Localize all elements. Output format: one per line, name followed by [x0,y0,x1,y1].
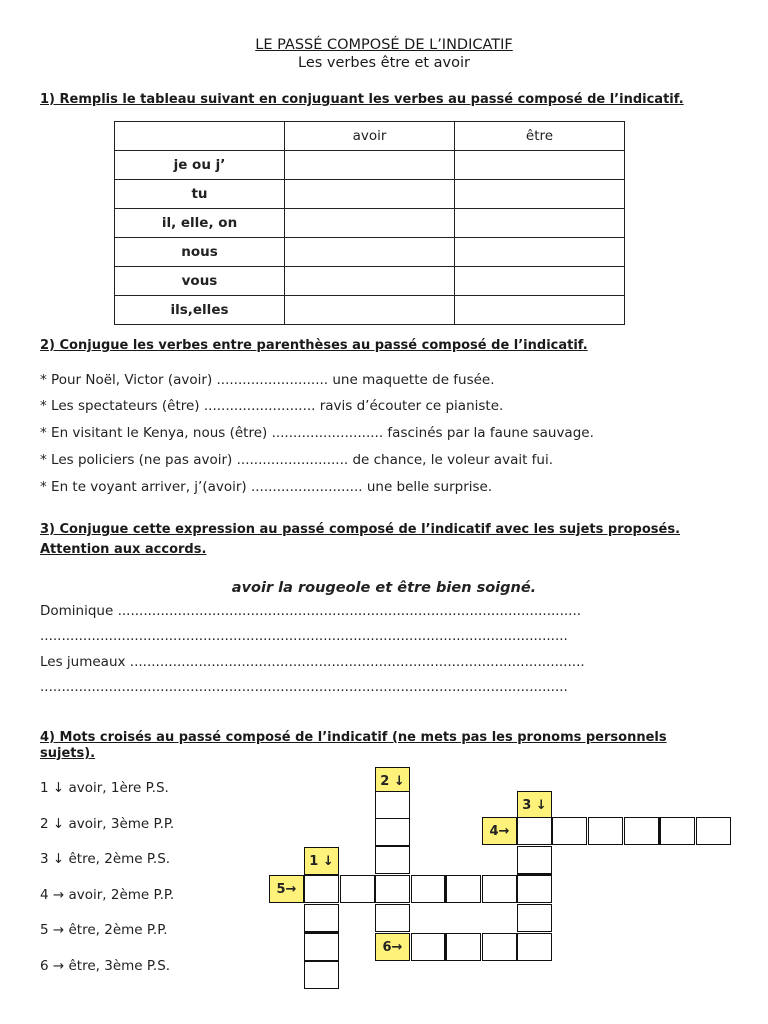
crossword-cell[interactable] [696,817,731,845]
answer-cell[interactable] [285,209,455,238]
table-row-pronoun: ils,elles [115,296,285,325]
table-row-pronoun: je ou j’ [115,151,285,180]
answer-cell[interactable] [455,267,625,296]
table-header-row [115,122,625,151]
grid-separator [444,875,447,903]
table-row [115,238,625,267]
crossword-cell[interactable] [446,875,481,903]
crossword-cell[interactable] [517,904,552,932]
crossword-cell[interactable] [375,904,410,932]
answer-cell[interactable] [285,180,455,209]
table-row-pronoun: il, elle, on [115,209,285,238]
answer-cell[interactable] [285,238,455,267]
table-row [115,296,625,325]
crossword-label-4: 4→ [482,817,517,845]
crossword-clue: 3 ↓ être, 2ème P.S. [40,851,171,867]
crossword-cell[interactable] [340,875,375,903]
conjugation-table [114,121,625,325]
answer-line[interactable]: ........................................................................................................................... [40,628,568,644]
question-1-heading: 1) Remplis le tableau suivant en conjuguant les verbes au passé composé de l’indicatif. [40,92,684,107]
answer-cell[interactable] [455,209,625,238]
crossword-label-5: 5→ [269,875,304,903]
table-row [115,151,625,180]
question-4-heading-cont: sujets). [40,746,96,761]
exercise-line[interactable]: * Les spectateurs (être) .......................... ravis d’écouter ce pianiste. [40,398,504,414]
crossword-cell[interactable] [624,817,659,845]
crossword-clue: 1 ↓ avoir, 1ère P.S. [40,780,169,796]
crossword-cell[interactable] [517,875,552,903]
expression: avoir la rougeole et être bien soigné. [231,580,537,596]
table-header-avoir: avoir [285,122,455,151]
crossword-cell[interactable] [446,933,481,961]
crossword-clue: 2 ↓ avoir, 3ème P.P. [40,816,175,832]
crossword-cell[interactable] [304,933,339,961]
crossword-clue: 4 → avoir, 2ème P.P. [40,887,175,903]
crossword-cell[interactable] [517,817,552,845]
answer-line[interactable]: Les jumeaux .......................................................................................................... [40,654,585,670]
question-2-heading: 2) Conjugue les verbes entre parenthèses au passé composé de l’indicatif. [40,338,588,353]
crossword-cell[interactable] [375,791,410,819]
crossword-cell[interactable] [517,933,552,961]
crossword-cell[interactable] [517,846,552,874]
exercise-line[interactable]: * Pour Noël, Victor (avoir) .......................... une maquette de fusée. [40,372,495,388]
crossword-cell[interactable] [375,846,410,874]
answer-cell[interactable] [455,296,625,325]
crossword-cell[interactable] [411,875,446,903]
answer-line[interactable]: Dominique ............................................................................................................ [40,603,582,619]
crossword-cell[interactable] [304,875,339,903]
answer-cell[interactable] [455,238,625,267]
crossword-cell[interactable] [552,817,587,845]
page-title: LE PASSÉ COMPOSÉ DE L’INDICATIF [255,37,513,53]
table-row-pronoun: nous [115,238,285,267]
table-header-cell [115,122,285,151]
crossword-cell[interactable] [660,817,695,845]
crossword-clue: 5 → être, 2ème P.P. [40,922,168,938]
answer-line[interactable]: ........................................................................................................................... [40,679,568,695]
answer-cell[interactable] [455,151,625,180]
answer-cell[interactable] [455,180,625,209]
question-3-heading-note: Attention aux accords. [40,542,207,557]
page-subtitle: Les verbes être et avoir [298,55,470,71]
crossword-cell[interactable] [588,817,623,845]
table-row [115,180,625,209]
exercise-line[interactable]: * En visitant le Kenya, nous (être) .......................... fascinés par la faune sauvage. [40,425,594,441]
crossword-clue: 6 → être, 3ème P.S. [40,958,171,974]
table-row [115,267,625,296]
exercise-line[interactable]: * En te voyant arriver, j’(avoir) .......................... une belle surprise. [40,479,493,495]
grid-separator [304,931,339,934]
crossword-cell[interactable] [375,818,410,846]
answer-cell[interactable] [285,267,455,296]
question-3-heading: 3) Conjugue cette expression au passé composé de l’indicatif avec les sujets proposés. [40,522,681,537]
crossword-label-6: 6→ [375,933,410,961]
table-row-pronoun: vous [115,267,285,296]
crossword-label-1: 1 ↓ [304,847,339,875]
crossword-cell[interactable] [482,875,517,903]
question-4-heading: 4) Mots croisés au passé composé de l’indicatif (ne mets pas les pronoms personnels [40,730,667,745]
table-row-pronoun: tu [115,180,285,209]
exercise-line[interactable]: * Les policiers (ne pas avoir) .......................... de chance, le voleur avait fui. [40,452,554,468]
answer-cell[interactable] [285,296,455,325]
grid-separator [444,933,447,961]
crossword-label-2: 2 ↓ [375,767,410,795]
answer-cell[interactable] [285,151,455,180]
crossword-label-3: 3 ↓ [517,791,552,819]
table-row [115,209,625,238]
grid-separator [517,873,552,876]
crossword-cell[interactable] [411,933,446,961]
crossword-cell[interactable] [304,904,339,932]
crossword-cell[interactable] [482,933,517,961]
grid-separator [658,817,661,845]
crossword-cell[interactable] [304,961,339,989]
crossword-cell[interactable] [375,875,410,903]
table-header-etre: être [455,122,625,151]
